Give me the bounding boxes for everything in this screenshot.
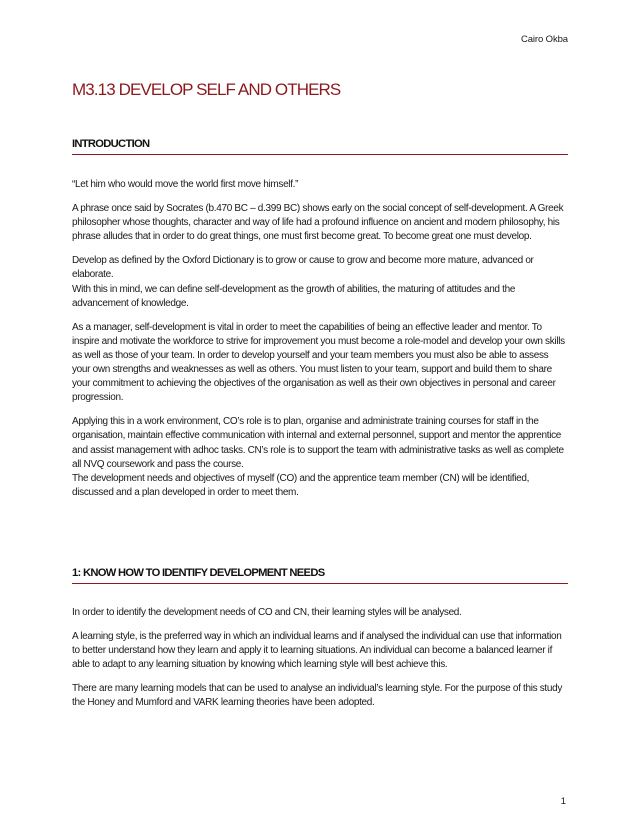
intro-quote: “Let him who would move the world first move himself.”	[72, 179, 299, 190]
intro-body	[72, 178, 568, 510]
intro-paragraph: Develop as defined by the Oxford Dictionary is to grow or cause to grow and become more mature, advanced or elaborate.	[72, 255, 534, 281]
section1-heading: 1: KNOW HOW TO IDENTIFY DEVELOPMENT NEEDS	[72, 567, 568, 584]
header-author: Cairo Okba	[520, 34, 568, 45]
document-title: M3.13 DEVELOP SELF AND OTHERS	[72, 80, 341, 99]
section1-body	[72, 606, 568, 721]
section1-paragraph: In order to identify the development needs of CO and CN, their learning styles will be analysed.	[72, 607, 462, 618]
intro-paragraph: A phrase once said by Socrates (b.470 BC – d.399 BC) shows early on the social concept of self-development. A Greek philosopher whose thoughts, character and way of life had a profound influence on ancient and modern philosophy, his phrase alludes that in order to do great things, one must first become great. To become great one must develop.	[72, 203, 564, 243]
intro-section-header	[72, 138, 568, 155]
intro-paragraph: With this in mind, we can define self-development as the growth of abilities, the maturing of attitudes and the advancement of knowledge.	[72, 283, 516, 309]
section1-paragraph: There are many learning models that can be used to analyse an individual’s learning style. For the purpose of this study the Honey and Mumford and VARK learning theories have been adopted.	[72, 683, 563, 709]
intro-heading: INTRODUCTION	[72, 138, 568, 155]
section1-paragraph: A learning style, is the preferred way in which an individual learns and if analysed the individual can use that information to better understand how they learn and apply it to learning situations. An individual can become a balanced learner if able to adapt to any learning situation by knowing which learning style will best achieve this.	[72, 631, 562, 671]
section1-header	[72, 567, 568, 584]
page-number: 1	[560, 796, 566, 807]
intro-paragraph: As a manager, self-development is vital in order to meet the capabilities of being an effective leader and mentor. To inspire and motivate the workforce to strive for improvement you must become a role-model and develop your own skills as well as those of your team. In order to develop yourself and your team members you must also be able to assess your own strengths and weaknesses as well as others. You must listen to your team, support and build them to share your commitment to achieving the objectives of the organisation as well as their own objectives in personal and career progression.	[72, 321, 565, 404]
intro-paragraph: The development needs and objectives of myself (CO) and the apprentice team member (CN) will be identified, discussed and a plan developed in order to meet them.	[72, 472, 530, 498]
intro-paragraph: Applying this in a work environment, CO’s role is to plan, organise and administrate training courses for staff in the organisation, maintain effective communication with internal and external personnel, support and mentor the apprentice and assist management with adhoc tasks. CN’s role is to support the team with administrative tasks as well as complete all NVQ coursework and pass the course.	[72, 416, 564, 470]
